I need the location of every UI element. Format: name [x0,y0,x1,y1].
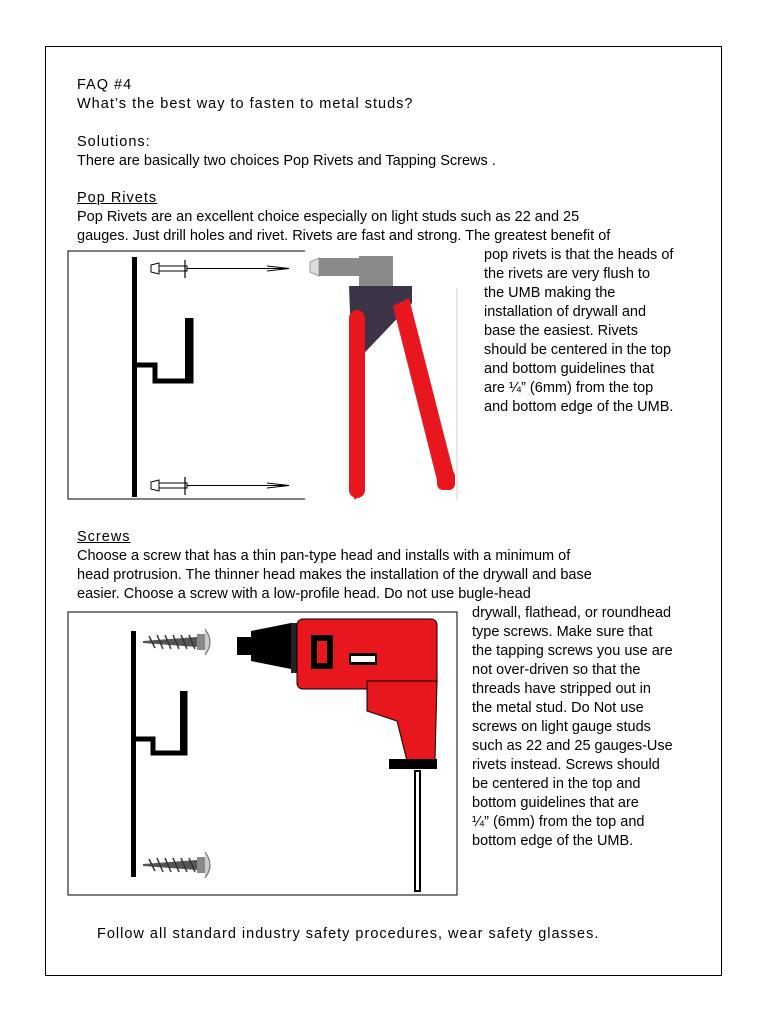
text-line: bottom edge of the UMB. [472,833,634,849]
pop-rivets-intro-line-2: gauges. Just drill holes and rivet. Rivets are fast and strong. The greatest benefit of [77,228,611,244]
text-line: the tapping screws you use are [472,643,673,659]
safety-footer: Follow all standard industry safety procedures, wear safety glasses. [97,926,600,942]
screws-intro-line-3: easier. Choose a screw with a low-profile head. Do not use bugle-head [77,586,531,602]
faq-question: What’s the best way to fasten to metal studs? [77,96,414,112]
metal-stud-profile [132,257,191,497]
rivet-top [151,260,289,278]
text-line: drywall, flathead, or roundhead [472,605,672,621]
screw-illustration [67,611,459,896]
pop-rivet-illustration [67,248,462,503]
solutions-heading: Solutions: [77,134,151,150]
solutions-text: There are basically two choices Pop Rivets and Tapping Screws . [77,153,496,169]
text-line: the metal stud. Do Not use [472,700,644,716]
text-line: not over-driven so that the [472,662,641,678]
text-line: threads have stripped out in [472,681,651,697]
pop-rivets-heading: Pop Rivets [77,190,158,206]
text-line: are ¼” (6mm) from the top [484,380,654,396]
text-line: be centered in the top and [472,776,641,792]
screws-heading: Screws [77,529,131,545]
screw-bottom [143,852,210,878]
text-line: ¼” (6mm) from the top and [472,814,645,830]
screws-intro-line-2: head protrusion. The thinner head makes the installation of the drywall and base [77,567,592,583]
text-line: installation of drywall and [484,304,647,320]
text-line: the rivets are very flush to [484,266,651,282]
text-line: pop rivets is that the heads of [484,247,674,263]
text-line: rivets instead. Screws should [472,757,660,773]
text-line: the UMB making the [484,285,616,301]
rivet-gun-icon [310,256,455,500]
text-line: base the easiest. Rivets [484,323,638,339]
text-line: type screws. Make sure that [472,624,653,640]
screws-side-text [472,604,673,851]
text-line: and bottom edge of the UMB. [484,399,674,415]
screws-intro-line-1: Choose a screw that has a thin pan-type head and installs with a minimum of [77,548,571,564]
power-drill-icon [237,619,437,892]
faq-number: FAQ #4 [77,77,133,93]
rivet-bottom [151,477,289,495]
text-line: bottom guidelines that are [472,795,639,811]
pop-rivets-intro-line-1: Pop Rivets are an excellent choice especially on light studs such as 22 and 25 [77,209,580,225]
screw-top [143,629,210,655]
text-line: and bottom guidelines that [484,361,655,377]
text-line: should be centered in the top [484,342,672,358]
pop-rivets-side-text [484,246,673,417]
metal-stud-profile [131,631,185,877]
text-line: such as 22 and 25 gauges-Use [472,738,673,754]
text-line: screws on light gauge studs [472,719,651,735]
